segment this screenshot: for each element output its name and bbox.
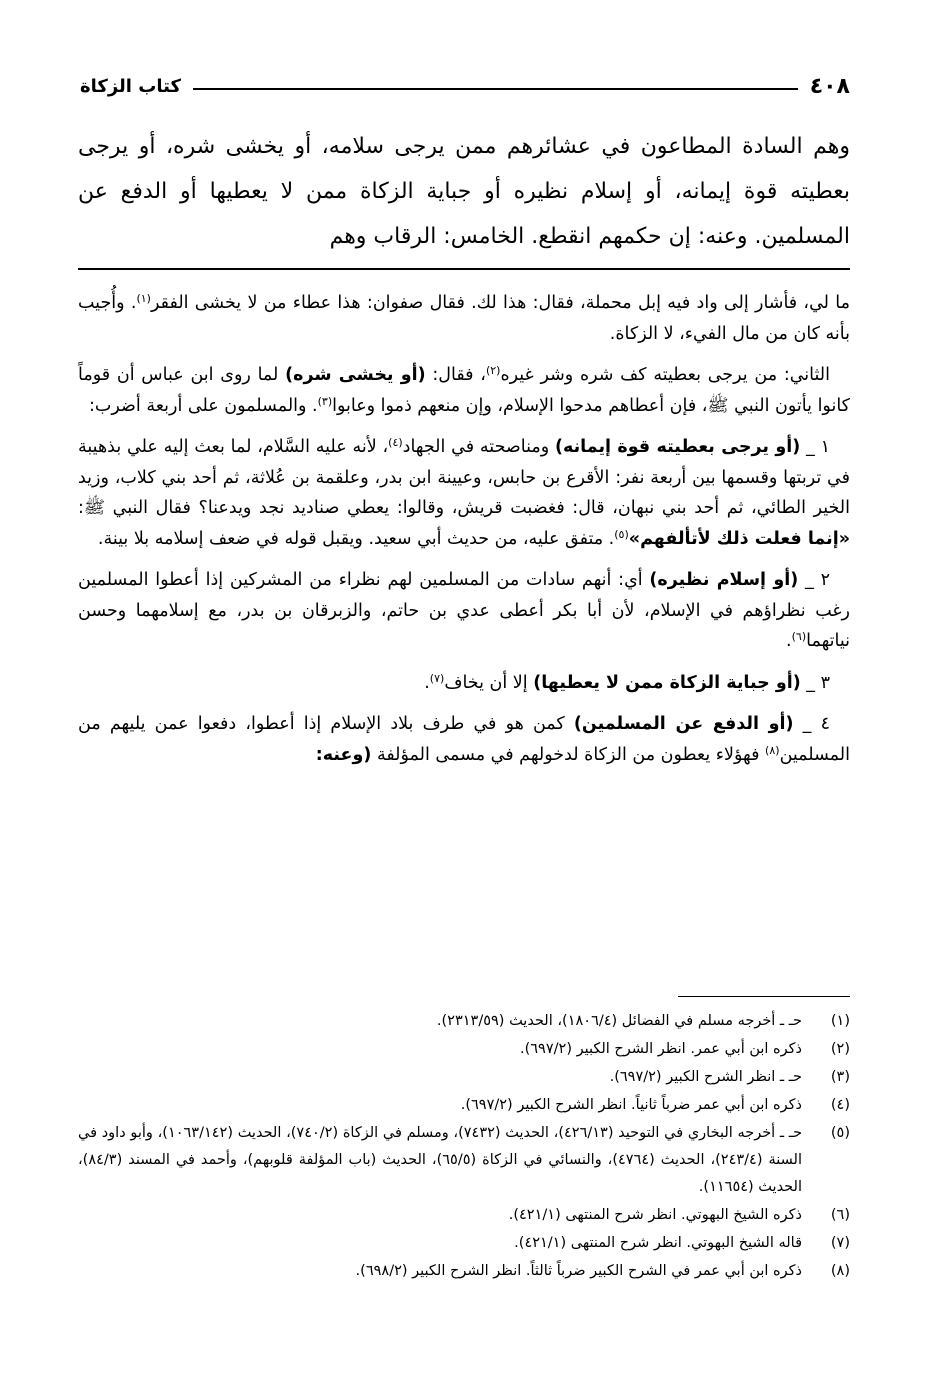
commentary <box>78 288 850 781</box>
commentary-paragraph: ٢ _ (أو إسلام نظيره) أي: أنهم سادات من المسلمين لهم نظراء من المشركين إذا أعطوا المسلمين رغب نظراؤهم في الإسلام، لأن أبا بكر أعطى عدي بن حاتم، والزبرقان بن بدر، مع إسلامهما وحسن نياتهما$^{(٦)}$. <box>78 570 850 651</box>
page-header <box>80 66 850 106</box>
footnote-ref: (٢) <box>485 364 501 377</box>
commentary-paragraph: ٤ _ (أو الدفع عن المسلمين) كمن هو في طرف بلاد الإسلام إذا أعطوا، دفعوا عمن يليهم من المسلمين$^{(٨)}$ فهؤلاء يعطون من الزكاة لدخولهم في مسمى المؤلفة (وعنه: <box>78 714 850 765</box>
quoted-matn: (أو يخشى شره) <box>285 365 426 385</box>
footnote: (٧) قاله الشيخ البهوتي. انظر شرح المنتهى (٤٢١/١). <box>514 1235 850 1251</box>
page-number: ٤٠٨ <box>809 73 850 99</box>
footnote: (٥) حـ ـ أخرجه البخاري في التوحيد (٤٢٦/١٣)، الحديث (٧٤٣٢)، ومسلم في الزكاة (٧٤٠/٢)، الحديث (١٠٦٣/١٤٢)، وأبو داود في السنة (٢٤٣/٤)، الحديث (٤٧٦٤)، والنسائي في الزكاة (٦٥/٥)، الحديث (باب المؤلفة قلوبهم)، وأحمد في المسند (٨٤/٣)، الحديث (١١٦٥٤). <box>78 1125 850 1195</box>
header-rule <box>193 88 798 90</box>
commentary-paragraph: الثاني: من يرجى بعطيته كف شره وشر غيره$^{(٢)}$، فقال: (أو يخشى شره) لما روى ابن عباس أن قوماً كانوا يأتون النبي ﷺ، فإن أعطاهم مدحوا الإسلام، وإن منعهم ذموا وعابوا$^{(٣)}$. والمسلمون على أربعة أضرب: <box>78 364 850 416</box>
main-text: وهم السادة المطاعون في عشائرهم ممن يرجى سلامه، أو يخشى شره، أو يرجى بعطيته قوة إيمانه، أو إسلام نظيره أو جباية الزكاة ممن لا يعطيها أو الدفع عن المسلمين. وعنه: إن حكمهم انقطع. الخامس: الرقاب وهم <box>78 134 850 249</box>
quoted-matn: (أو الدفع عن المسلمين) <box>573 714 794 734</box>
footnote-ref: (٥) <box>614 527 629 541</box>
commentary-paragraph: ٣ _ (أو جباية الزكاة ممن لا يعطيها) إلا أن يخاف$^{(٧)}$. <box>424 671 830 693</box>
footnotes <box>78 1008 850 1286</box>
footnote-ref: (١) <box>136 292 151 305</box>
footnote-ref: (٨) <box>765 743 780 757</box>
footnote: (٢) ذكره ابن أبي عمر. انظر الشرح الكبير (٦٩٧/٢). <box>519 1041 850 1057</box>
footnotes-divider <box>678 996 850 997</box>
quoted-matn: (وعنه: <box>315 744 372 765</box>
footnote: (٦) ذكره الشيخ البهوتي. انظر شرح المنتهى (٤٢١/١). <box>508 1207 850 1223</box>
footnote: (٨) ذكره ابن أبي عمر في الشرح الكبير ضرباً ثالثاً. انظر الشرح الكبير (٦٩٨/٢). <box>355 1263 850 1279</box>
footnote-ref: (٣) <box>317 394 333 408</box>
quoted-matn: (أو يرجى بعطيته قوة إيمانه) <box>554 437 801 457</box>
commentary-paragraph: ما لي، فأشار إلى واد فيه إبل محملة، فقال: هذا لك. فقال صفوان: هذا عطاء من لا يخشى الفقر$^{(١)}$. وأُجيب بأنه كان من مال الفيء، لا الزكاة. <box>78 292 850 344</box>
book-title: كتاب الزكاة <box>80 75 181 97</box>
main-text-divider <box>78 268 850 270</box>
footnote: (١) حـ ـ أخرجه مسلم في الفضائل (١٨٠٦/٤)، الحديث (٢٣١٣/٥٩). <box>436 1013 850 1029</box>
footnote: (٣) حـ ـ انظر الشرح الكبير (٦٩٧/٢). <box>609 1069 850 1085</box>
footnote-ref: (٧) <box>429 671 445 685</box>
footnote: (٤) ذكره ابن أبي عمر ضرباً ثانياً. انظر الشرح الكبير (٦٩٧/٢). <box>460 1097 850 1113</box>
commentary-paragraph: ١ _ (أو يرجى بعطيته قوة إيمانه) ومناصحته في الجهاد$^{(٤)}$، لأنه عليه السَّلام، لما بعث إليه علي بذهيبة في تربتها وقسمها بين أربعة نفر: الأقرع بن حابس، وعيينة ابن بدر، وعلقمة بن عُلاثة، ثم أحد بني كلاب، وزيد الخير الطائي، ثم أحد بني نبهان، قال: فغضبت قريش، وقالوا: يعطي صناديد نجد ويدعنا؟ فقال النبي ﷺ: «إنما فعلت ذلك لأتألفهم»$^{(٥)}$. متفق عليه، من حديث أبي سعيد. ويقبل قوله في ضعف إسلامه بلا بينة. <box>78 436 850 549</box>
footnote-ref: (٦) <box>791 630 807 643</box>
quoted-matn: (أو إسلام نظيره) <box>649 570 799 590</box>
hadith-quote: «إنما فعلت ذلك لأتألفهم» <box>628 528 850 549</box>
quoted-matn: (أو جباية الزكاة ممن لا يعطيها) <box>533 672 801 693</box>
footnote-ref: (٤) <box>388 436 403 449</box>
